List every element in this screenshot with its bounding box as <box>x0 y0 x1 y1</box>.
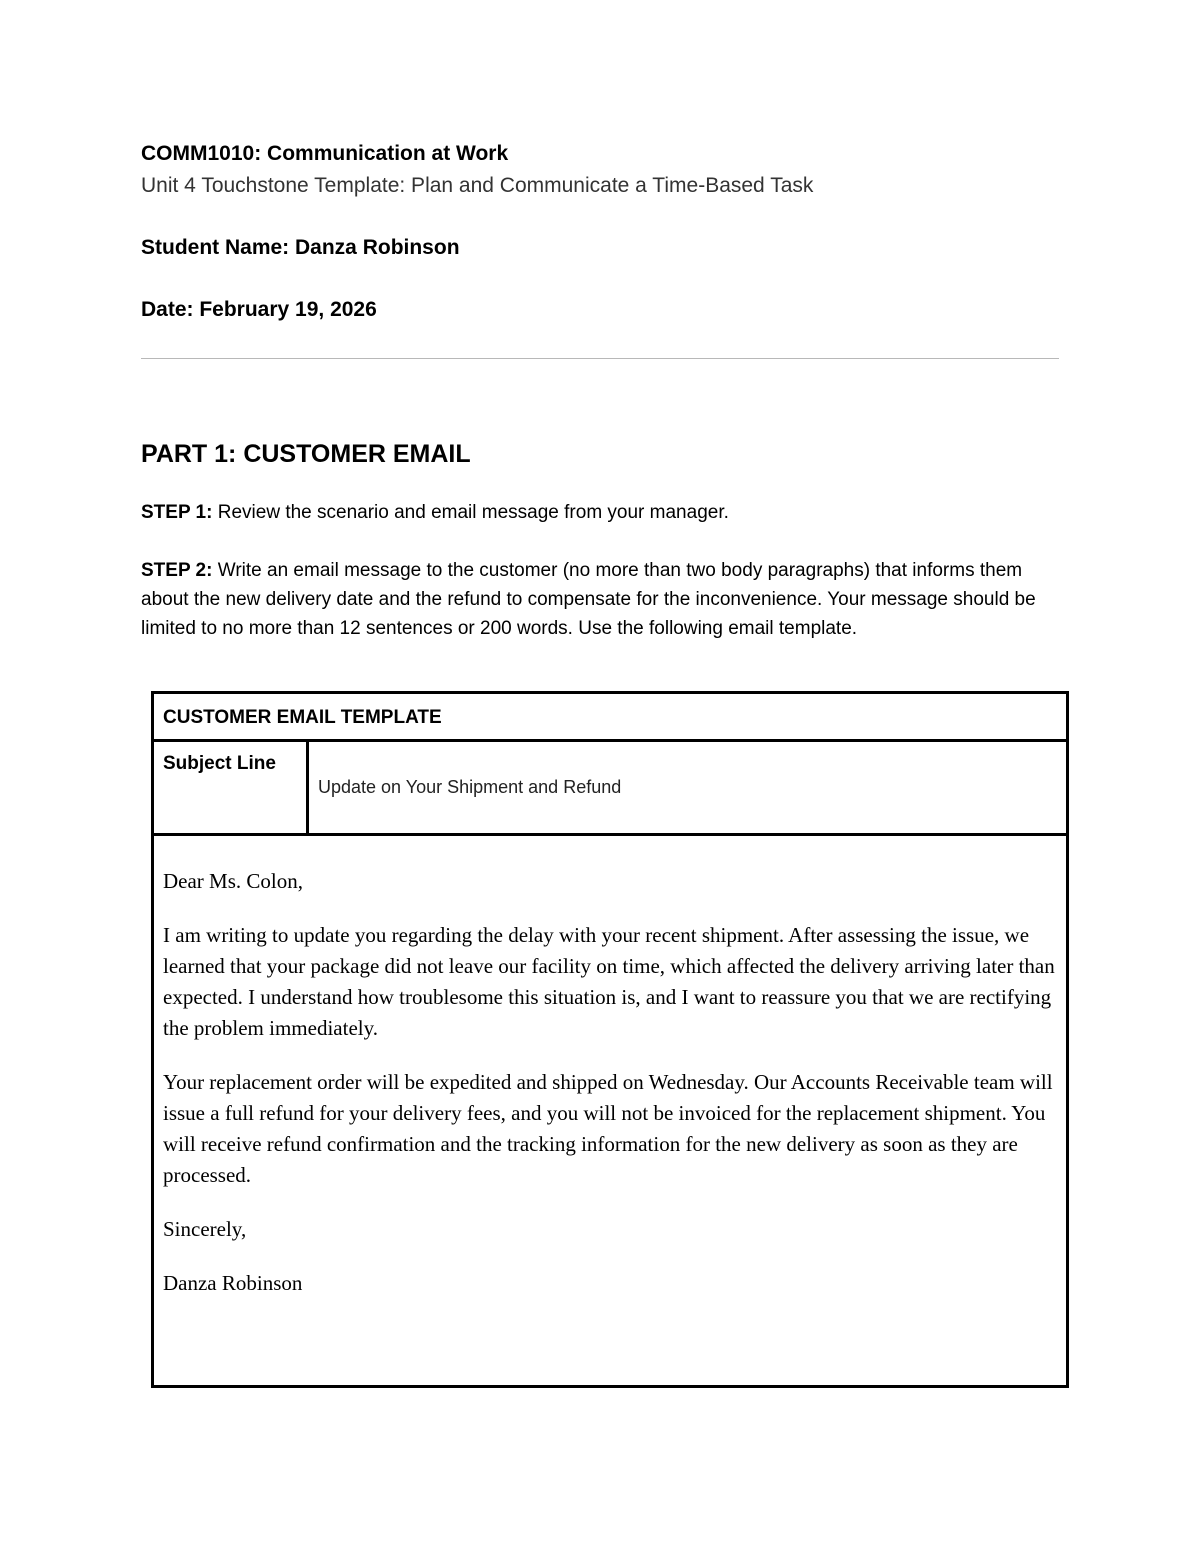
student-name: Student Name: Danza Robinson <box>141 236 460 259</box>
step1-instruction <box>141 502 729 524</box>
customer-email-template-table <box>151 691 1069 1388</box>
subject-row <box>154 739 1066 836</box>
step1-text: Review the scenario and email message from your manager. <box>212 502 729 523</box>
email-closing: Sincerely, <box>163 1217 247 1241</box>
subject-line-value[interactable]: Update on Your Shipment and Refund <box>318 777 622 797</box>
email-paragraph-1: I am writing to update you regarding the delay with your recent shipment. After assessing the issue, we learned that your package did not leave our facility on time, which affected the delivery arriving later than expected. I understand how troublesome this situation is, and I want to reassure you that we are rectifying the problem immediately. <box>163 923 1055 1040</box>
step2-label: STEP 2: <box>141 560 213 581</box>
document-date: Date: February 19, 2026 <box>141 298 377 321</box>
course-title: COMM1010: Communication at Work <box>141 142 509 165</box>
horizontal-divider <box>141 358 1059 359</box>
template-title: CUSTOMER EMAIL TEMPLATE <box>154 694 1066 742</box>
step2-text: Write an email message to the customer (no more than two body paragraphs) that informs them about the new delivery date and the refund to compensate for the inconvenience. Your message should be limited to no more than 12 sentences or 200 words. Use the following email template. <box>141 560 1036 639</box>
email-salutation: Dear Ms. Colon, <box>163 869 303 893</box>
step2-instruction <box>141 556 1059 643</box>
subject-line-label: Subject Line <box>154 739 309 833</box>
step1-label: STEP 1: <box>141 502 213 523</box>
email-signature: Danza Robinson <box>163 1271 303 1295</box>
email-body[interactable] <box>163 866 1063 1322</box>
document-subtitle: Unit 4 Touchstone Template: Plan and Communicate a Time-Based Task <box>141 174 814 197</box>
email-paragraph-2: Your replacement order will be expedited and shipped on Wednesday. Our Accounts Receivable team will issue a full refund for your delivery fees, and you will not be invoiced for the replacement shipment. You will receive refund confirmation and the tracking information for the new delivery as soon as they are processed. <box>163 1070 1053 1187</box>
part1-heading: PART 1: CUSTOMER EMAIL <box>141 440 471 468</box>
